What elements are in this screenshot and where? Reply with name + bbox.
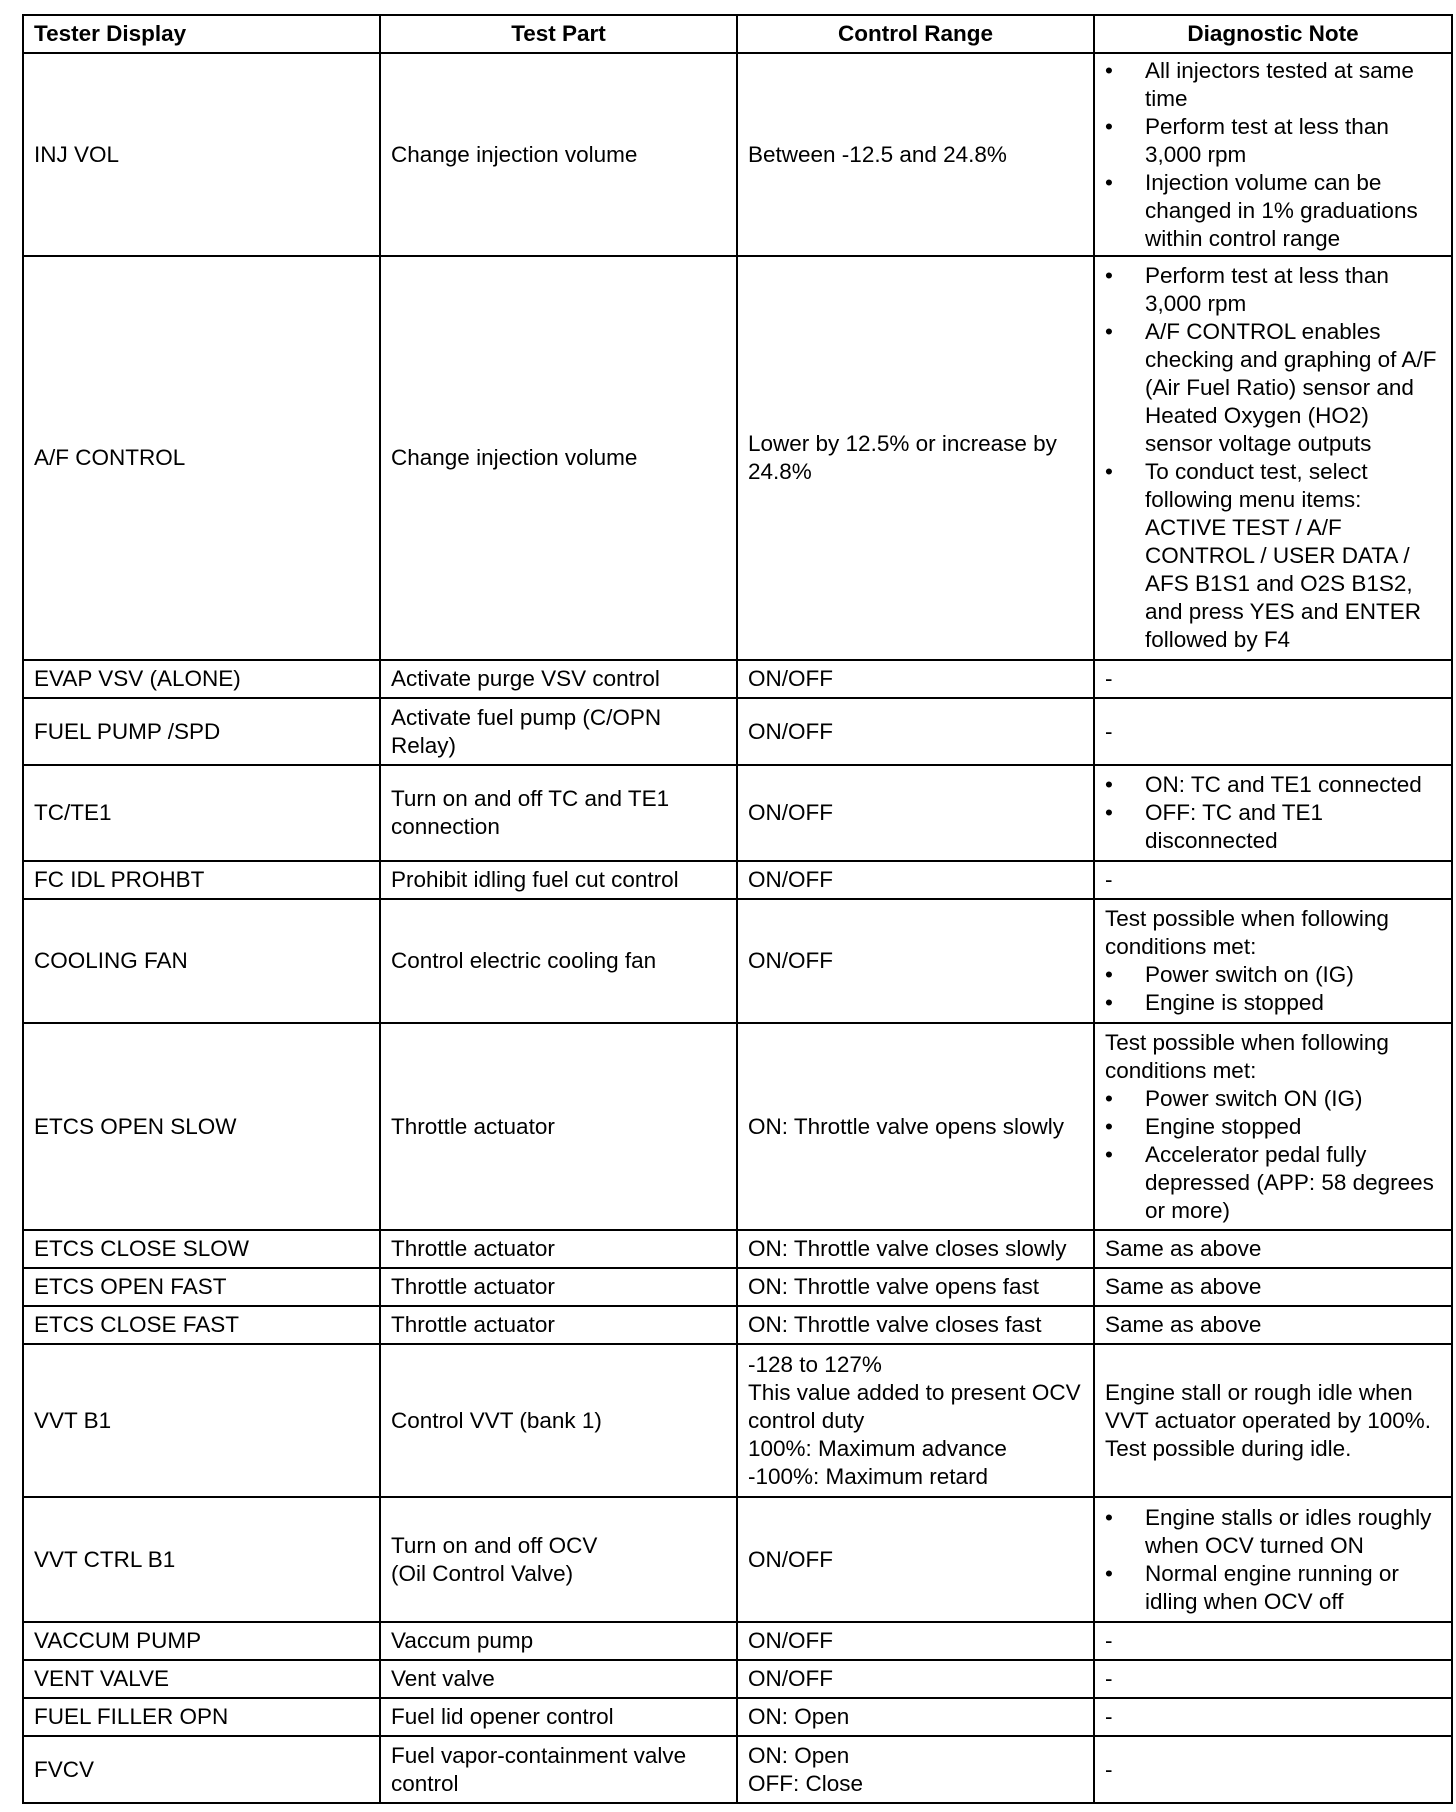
header-test-part: Test Part (380, 15, 737, 53)
diagnostic-note-item (1105, 1113, 1441, 1141)
tester-display-cell: VACCUM PUMP (23, 1622, 380, 1660)
test-part-cell (380, 861, 737, 899)
control-range-cell (737, 1023, 1094, 1230)
test-part-cell (380, 1268, 737, 1306)
diagnostic-note-cell (1094, 1497, 1452, 1622)
control-range-cell (737, 256, 1094, 660)
diagnostic-note-item (1105, 771, 1441, 799)
control-range-line: ON/OFF (748, 800, 833, 825)
control-range-cell (737, 765, 1094, 861)
diagnostic-note-item-text: Power switch ON (IG) (1145, 1085, 1363, 1111)
diagnostic-note-text: Engine stall or rough idle when VVT actuator operated by 100%. (1105, 1379, 1432, 1433)
table-row (23, 698, 1452, 765)
diagnostic-note-list (1105, 57, 1441, 253)
tester-display-cell: ETCS CLOSE FAST (23, 1306, 380, 1344)
diagnostic-note-text: Same as above (1105, 1274, 1262, 1299)
diagnostic-note-item-text: To conduct test, select following menu items: ACTIVE TEST / A/F CONTROL / USER DATA / AFS B1S1 and O2S B1S2, and press YES and ENTER followed by F4 (1145, 459, 1421, 652)
table-row (23, 861, 1452, 899)
diagnostic-note-item (1105, 458, 1441, 654)
table-row (23, 1497, 1452, 1622)
test-part-line: Control VVT (bank 1) (391, 1407, 602, 1433)
control-range-cell (737, 1306, 1094, 1344)
tester-display-cell: FUEL PUMP /SPD (23, 698, 380, 765)
bullet-icon: • (1105, 1113, 1113, 1139)
control-range-line: ON: Throttle valve closes slowly (748, 1236, 1067, 1261)
table-row (23, 1736, 1452, 1803)
bullet-icon: • (1105, 1085, 1113, 1111)
diagnostic-note-cell (1094, 861, 1452, 899)
control-range-cell (737, 660, 1094, 698)
test-part-line: Activate purge VSV control (391, 666, 660, 691)
diagnostic-note-cell (1094, 1023, 1452, 1230)
tester-display-cell: INJ VOL (23, 53, 380, 256)
diagnostic-note-cell (1094, 660, 1452, 698)
table-row (23, 660, 1452, 698)
tester-display-cell: ETCS CLOSE SLOW (23, 1230, 380, 1268)
table-row (23, 1698, 1452, 1736)
diagnostic-note-item-text: Engine is stopped (1145, 990, 1324, 1015)
diagnostic-note-item-text: Engine stopped (1145, 1113, 1302, 1139)
control-range-line: ON: Open (748, 1742, 850, 1768)
diagnostic-note-item-text: OFF: TC and TE1 disconnected (1145, 800, 1323, 853)
tester-display-cell: FUEL FILLER OPN (23, 1698, 380, 1736)
diagnostic-note-text: Same as above (1105, 1312, 1262, 1337)
control-range-line: ON/OFF (748, 867, 833, 892)
test-part-cell (380, 53, 737, 256)
control-range-cell (737, 1497, 1094, 1622)
tester-display-cell: A/F CONTROL (23, 256, 380, 660)
diagnostic-note-item (1105, 1560, 1441, 1616)
control-range-line: ON/OFF (748, 1628, 833, 1653)
diagnostic-note-item-text: Normal engine running or idling when OCV off (1145, 1560, 1399, 1614)
header-control-range: Control Range (737, 15, 1094, 53)
tester-display-cell: VVT CTRL B1 (23, 1497, 380, 1622)
diagnostic-note-item-text: Perform test at less than 3,000 rpm (1145, 113, 1389, 167)
control-range-line: ON/OFF (748, 1546, 833, 1572)
diagnostic-note-item (1105, 1504, 1441, 1560)
table-body (23, 53, 1452, 1803)
diagnostic-note-item (1105, 169, 1441, 253)
test-part-cell (380, 1230, 737, 1268)
control-range-cell (737, 1698, 1094, 1736)
table-row (23, 1268, 1452, 1306)
control-range-cell (737, 1622, 1094, 1660)
diagnostic-note-item-text: Injection volume can be changed in 1% graduations within control range (1145, 169, 1418, 251)
bullet-icon: • (1105, 772, 1113, 797)
diagnostic-note-item (1105, 961, 1441, 989)
control-range-line: ON/OFF (748, 718, 833, 744)
diagnostic-note-text: - (1105, 718, 1113, 744)
control-range-line: -128 to 127% (748, 1351, 882, 1377)
diagnostic-note-cell (1094, 1230, 1452, 1268)
diagnostic-note-text: Test possible when following conditions met: (1105, 1029, 1389, 1083)
diagnostic-note-text: Test possible during idle. (1105, 1435, 1352, 1461)
control-range-line: Lower by 12.5% or increase by 24.8% (748, 431, 1064, 484)
tester-display-cell: VENT VALVE (23, 1660, 380, 1698)
bullet-icon: • (1105, 113, 1113, 139)
bullet-icon: • (1105, 800, 1113, 825)
tester-display-cell: VVT B1 (23, 1344, 380, 1497)
test-part-line: Vaccum pump (391, 1628, 534, 1653)
tester-display-cell: ETCS OPEN FAST (23, 1268, 380, 1306)
diagnostic-note-item (1105, 57, 1441, 113)
control-range-line: ON/OFF (748, 666, 833, 691)
control-range-line: ON: Open (748, 1704, 850, 1729)
test-part-cell (380, 1698, 737, 1736)
test-part-cell (380, 660, 737, 698)
diagnostic-note-list (1105, 1085, 1441, 1225)
table-row (23, 1230, 1452, 1268)
diagnostic-note-cell (1094, 1660, 1452, 1698)
test-part-cell (380, 899, 737, 1023)
diagnostic-note-item (1105, 989, 1441, 1017)
test-part-line: Fuel vapor-containment valve control (391, 1742, 693, 1796)
diagnostic-note-cell (1094, 698, 1452, 765)
test-part-line: Vent valve (391, 1666, 495, 1691)
diagnostic-note-cell (1094, 256, 1452, 660)
test-part-cell (380, 765, 737, 861)
control-range-cell (737, 1736, 1094, 1803)
diagnostic-note-list (1105, 961, 1441, 1017)
control-range-cell (737, 1230, 1094, 1268)
test-part-cell (380, 1023, 737, 1230)
header-diagnostic-note: Diagnostic Note (1094, 15, 1452, 53)
tester-display-cell: EVAP VSV (ALONE) (23, 660, 380, 698)
diagnostic-note-item (1105, 1141, 1441, 1225)
diagnostic-note-text: - (1105, 1704, 1113, 1729)
bullet-icon: • (1105, 57, 1113, 83)
test-part-line: Prohibit idling fuel cut control (391, 867, 679, 892)
test-part-cell (380, 1736, 737, 1803)
diagnostic-note-text: Same as above (1105, 1236, 1262, 1261)
table-row (23, 1344, 1452, 1497)
control-range-line: Between -12.5 and 24.8% (748, 141, 1007, 167)
header-tester-display: Tester Display (23, 15, 380, 53)
bullet-icon: • (1105, 263, 1113, 288)
test-part-line: Activate fuel pump (C/OPN Relay) (391, 704, 668, 758)
diagnostic-note-text: - (1105, 1756, 1113, 1782)
control-range-line: ON: Throttle valve opens fast (748, 1274, 1039, 1299)
test-part-line: Change injection volume (391, 445, 638, 470)
table-row (23, 1622, 1452, 1660)
diagnostic-note-cell (1094, 1622, 1452, 1660)
control-range-cell (737, 1344, 1094, 1497)
diagnostic-note-cell (1094, 765, 1452, 861)
diagnostic-note-text: - (1105, 1666, 1113, 1691)
control-range-line: ON/OFF (748, 1666, 833, 1691)
tester-display-cell: ETCS OPEN SLOW (23, 1023, 380, 1230)
table-row (23, 765, 1452, 861)
diagnostic-note-item-text: All injectors tested at same time (1145, 57, 1414, 111)
diagnostic-note-list (1105, 771, 1441, 855)
tester-display-cell: COOLING FAN (23, 899, 380, 1023)
test-part-line: Throttle actuator (391, 1274, 555, 1299)
bullet-icon: • (1105, 990, 1113, 1015)
test-part-line: Throttle actuator (391, 1236, 555, 1261)
tester-display-cell: FC IDL PROHBT (23, 861, 380, 899)
bullet-icon: • (1105, 1504, 1113, 1530)
bullet-icon: • (1105, 1141, 1113, 1167)
diagnostic-note-cell (1094, 1698, 1452, 1736)
diagnostic-note-item (1105, 1085, 1441, 1113)
test-part-cell (380, 1306, 737, 1344)
diagnostic-note-cell (1094, 899, 1452, 1023)
test-part-line: Turn on and off OCV (391, 1532, 598, 1558)
table-row (23, 1660, 1452, 1698)
test-part-cell (380, 1497, 737, 1622)
test-part-line: Turn on and off TC and TE1 connection (391, 786, 676, 839)
diagnostic-note-item-text: ON: TC and TE1 connected (1145, 772, 1422, 797)
tester-display-cell: TC/TE1 (23, 765, 380, 861)
table-row (23, 1023, 1452, 1230)
diagnostic-note-item (1105, 113, 1441, 169)
test-part-cell (380, 256, 737, 660)
control-range-cell (737, 1268, 1094, 1306)
control-range-line: ON/OFF (748, 948, 833, 973)
diagnostic-note-item-text: A/F CONTROL enables checking and graphing of A/F (Air Fuel Ratio) sensor and Heated Oxygen (HO2) sensor voltage outputs (1145, 319, 1437, 456)
test-part-line: Change injection volume (391, 141, 638, 167)
diagnostic-note-list (1105, 1504, 1441, 1616)
control-range-line: OFF: Close (748, 1770, 864, 1796)
test-part-cell (380, 1622, 737, 1660)
test-part-cell (380, 698, 737, 765)
control-range-cell (737, 861, 1094, 899)
diagnostic-note-text: - (1105, 867, 1113, 892)
test-part-line: Fuel lid opener control (391, 1704, 614, 1729)
control-range-cell (737, 899, 1094, 1023)
control-range-cell (737, 1660, 1094, 1698)
diagnostic-note-cell (1094, 1268, 1452, 1306)
diagnostic-note-cell (1094, 53, 1452, 256)
control-range-cell (737, 698, 1094, 765)
control-range-cell (737, 53, 1094, 256)
diagnostic-note-item (1105, 262, 1441, 318)
bullet-icon: • (1105, 1560, 1113, 1586)
diagnostic-note-text: - (1105, 666, 1113, 691)
diagnostic-note-item (1105, 799, 1441, 855)
bullet-icon: • (1105, 962, 1113, 987)
control-range-line: ON: Throttle valve opens slowly (748, 1113, 1064, 1139)
diagnostic-note-cell (1094, 1306, 1452, 1344)
diagnostic-note-item-text: Engine stalls or idles roughly when OCV turned ON (1145, 1504, 1432, 1558)
diagnostic-note-cell (1094, 1344, 1452, 1497)
diagnostic-note-text: Test possible when following conditions met: (1105, 906, 1389, 959)
active-test-table (22, 14, 1453, 1804)
test-part-line: Throttle actuator (391, 1113, 555, 1139)
bullet-icon: • (1105, 459, 1113, 484)
test-part-line: Control electric cooling fan (391, 948, 657, 973)
diagnostic-note-item (1105, 318, 1441, 458)
bullet-icon: • (1105, 169, 1113, 195)
table-row (23, 899, 1452, 1023)
table-row (23, 256, 1452, 660)
test-part-line: Throttle actuator (391, 1312, 555, 1337)
diagnostic-note-text: - (1105, 1628, 1113, 1653)
diagnostic-note-item-text: Perform test at less than 3,000 rpm (1145, 263, 1389, 316)
control-range-line: 100%: Maximum advance (748, 1435, 1007, 1461)
control-range-line: -100%: Maximum retard (748, 1463, 989, 1489)
bullet-icon: • (1105, 319, 1113, 344)
diagnostic-note-list (1105, 262, 1441, 654)
table-row (23, 53, 1452, 256)
diagnostic-note-item-text: Power switch on (IG) (1145, 962, 1354, 987)
test-part-cell (380, 1344, 737, 1497)
table-row (23, 1306, 1452, 1344)
diagnostic-note-item-text: Accelerator pedal fully depressed (APP: 58 degrees or more) (1145, 1141, 1434, 1223)
control-range-line: ON: Throttle valve closes fast (748, 1312, 1042, 1337)
test-part-cell (380, 1660, 737, 1698)
test-part-line: (Oil Control Valve) (391, 1560, 574, 1586)
header-row (23, 15, 1452, 53)
tester-display-cell: FVCV (23, 1736, 380, 1803)
diagnostic-note-cell (1094, 1736, 1452, 1803)
control-range-line: This value added to present OCV control duty (748, 1379, 1087, 1433)
